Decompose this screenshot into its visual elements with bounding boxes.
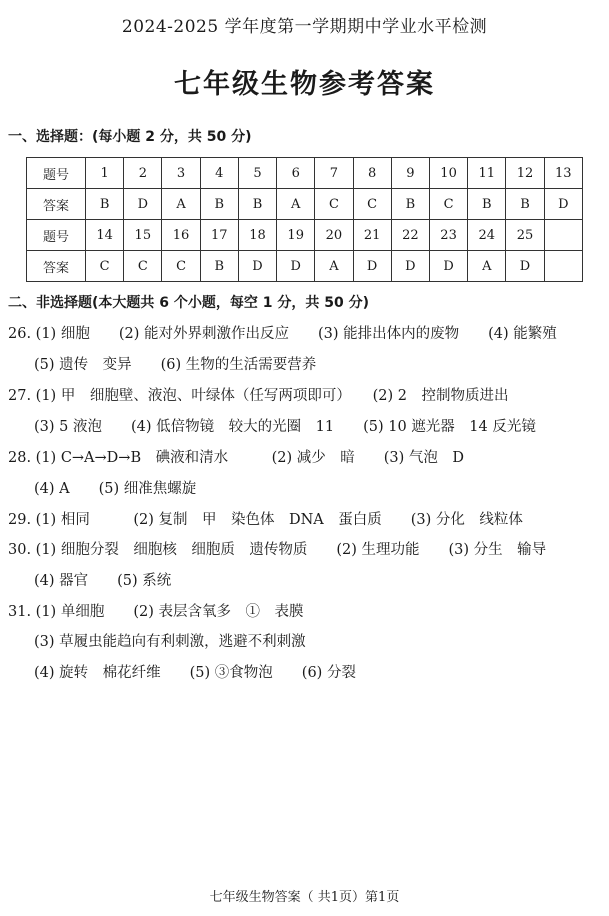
table-cell: 3 — [162, 158, 200, 189]
answer-line-31-cont2: (4) 旋转 棉花纤维 (5) ③食物泡 (6) 分裂 — [34, 665, 356, 681]
answer-line-28: 28. (1) C→A→D→B 碘液和清水 (2) 减少 暗 (3) 气泡 D — [8, 450, 465, 466]
table-cell: B — [86, 189, 124, 220]
table-cell: 22 — [391, 220, 429, 251]
table-cell: 25 — [506, 220, 544, 251]
table-cell: 4 — [200, 158, 238, 189]
table-cell: D — [238, 251, 276, 282]
table-cell: 10 — [429, 158, 467, 189]
answer-line-29: 29. (1) 相同 (2) 复制 甲 染色体 DNA 蛋白质 (3) 分化 线粒体 — [8, 512, 523, 528]
answer-line-30-cont: (4) 器官 (5) 系统 — [34, 573, 172, 589]
answer-line-26-cont: (5) 遗传 变异 (6) 生物的生活需要营养 — [34, 357, 317, 373]
table-cell: D — [353, 251, 391, 282]
table-cell: 18 — [238, 220, 276, 251]
answer-line-30: 30. (1) 细胞分裂 细胞核 细胞质 遗传物质 (2) 生理功能 (3) 分生 输导 — [8, 542, 547, 558]
table-cell: C — [315, 189, 353, 220]
table-row — [27, 251, 583, 282]
page-footer: 七年级生物答案（ 共1页）第1页 — [209, 890, 400, 905]
answer-line-26: 26. (1) 细胞 (2) 能对外界刺激作出反应 (3) 能排出体内的废物 (4) 能繁殖 — [8, 326, 557, 342]
table-cell: C — [353, 189, 391, 220]
table-cell: D — [391, 251, 429, 282]
table-cell: 20 — [315, 220, 353, 251]
answer-line-31-cont1: (3) 草履虫能趋向有利刺激，逃避不利刺激 — [34, 634, 306, 650]
table-row-header: 答案 — [27, 189, 86, 220]
section-heading-choice: 一、选择题：(每小题 2 分，共 50 分) — [8, 129, 252, 145]
table-row — [27, 189, 583, 220]
table-cell: A — [162, 189, 200, 220]
table-cell — [544, 220, 582, 251]
answer-line-27-cont: (3) 5 液泡 (4) 低倍物镜 较大的光圈 11 (5) 10 遮光器 14 反光镜 — [34, 419, 536, 435]
table-cell: A — [277, 189, 315, 220]
answer-line-28-cont: (4) A (5) 细准焦螺旋 — [34, 481, 197, 497]
table-cell: A — [315, 251, 353, 282]
table-cell: 24 — [468, 220, 506, 251]
table-cell: B — [200, 251, 238, 282]
table-cell: 12 — [506, 158, 544, 189]
table-row-header: 题号 — [27, 158, 86, 189]
table-cell: 11 — [468, 158, 506, 189]
table-cell: 19 — [277, 220, 315, 251]
table-cell: D — [506, 251, 544, 282]
table-row-header: 题号 — [27, 220, 86, 251]
table-cell: B — [468, 189, 506, 220]
table-cell: B — [391, 189, 429, 220]
table-cell: 14 — [86, 220, 124, 251]
exam-header: 2024-2025 学年度第一学期期中学业水平检测 — [121, 17, 488, 37]
answer-line-27: 27. (1) 甲 细胞壁、液泡、叶绿体（任写两项即可） (2) 2 控制物质进出 — [8, 388, 509, 404]
table-cell: 21 — [353, 220, 391, 251]
table-cell: 16 — [162, 220, 200, 251]
table-cell: B — [506, 189, 544, 220]
answer-table — [26, 157, 583, 282]
table-cell: D — [544, 189, 582, 220]
table-cell: C — [429, 189, 467, 220]
table-cell: 1 — [86, 158, 124, 189]
table-cell: C — [124, 251, 162, 282]
table-cell: 8 — [353, 158, 391, 189]
page-title: 七年级生物参考答案 — [174, 69, 435, 100]
table-cell: 23 — [429, 220, 467, 251]
table-cell: 6 — [277, 158, 315, 189]
table-cell: D — [124, 189, 162, 220]
table-cell — [544, 251, 582, 282]
section-heading-nonchoice: 二、非选择题(本大题共 6 个小题，每空 1 分，共 50 分) — [8, 295, 370, 311]
table-cell: C — [86, 251, 124, 282]
table-cell: A — [468, 251, 506, 282]
table-cell: 15 — [124, 220, 162, 251]
table-row-header: 答案 — [27, 251, 86, 282]
table-cell: 2 — [124, 158, 162, 189]
table-cell: D — [429, 251, 467, 282]
table-cell: 7 — [315, 158, 353, 189]
table-cell: 5 — [238, 158, 276, 189]
table-cell: B — [238, 189, 276, 220]
table-row — [27, 158, 583, 189]
table-cell: B — [200, 189, 238, 220]
answer-line-31: 31. (1) 单细胞 (2) 表层含氧多 ① 表膜 — [8, 604, 304, 620]
table-cell: D — [277, 251, 315, 282]
table-cell: 17 — [200, 220, 238, 251]
table-cell: 9 — [391, 158, 429, 189]
table-cell: 13 — [544, 158, 582, 189]
table-cell: C — [162, 251, 200, 282]
table-row — [27, 220, 583, 251]
